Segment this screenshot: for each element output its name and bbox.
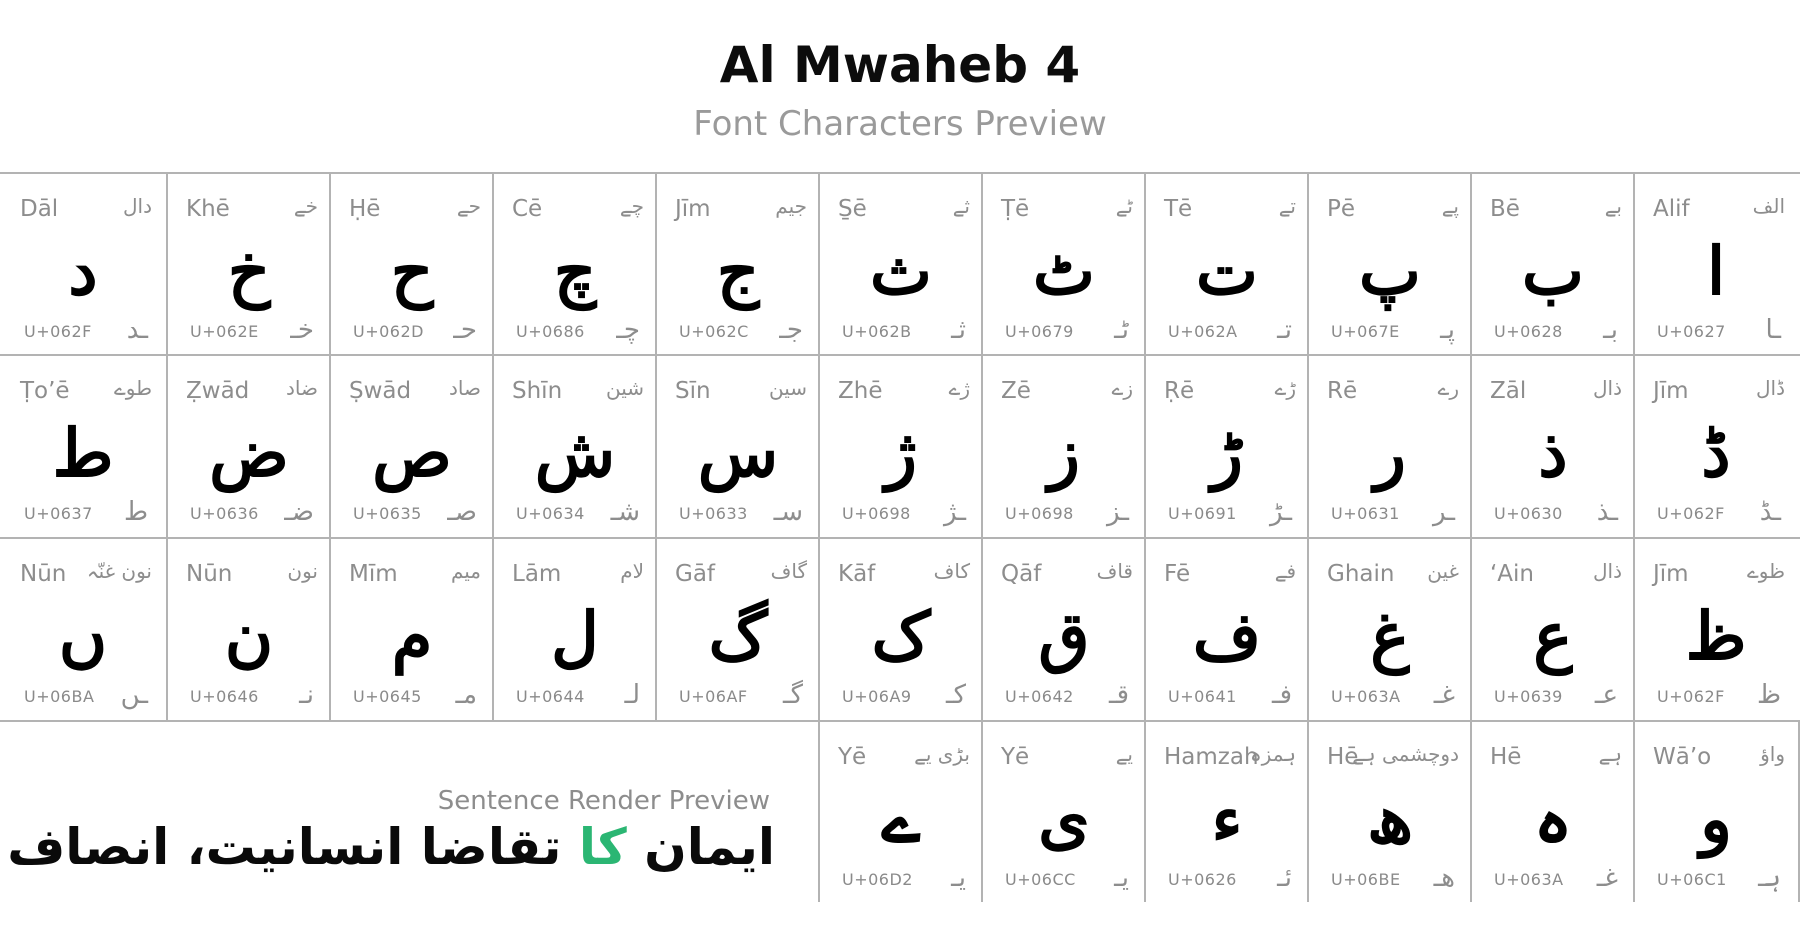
char-isolated-form: ضـ <box>284 497 314 527</box>
char-isolated-form: غـ <box>1596 863 1618 893</box>
char-urdu-name: لام <box>620 559 644 583</box>
char-glyph: ا <box>1706 232 1726 310</box>
char-urdu-name: ہمزہ <box>1249 742 1296 766</box>
char-isolated-form: یـ <box>1114 863 1129 893</box>
char-isolated-form: عـ <box>1594 680 1618 710</box>
char-unicode: U+06CC <box>1005 870 1076 889</box>
char-urdu-name: غین <box>1427 559 1459 583</box>
char-glyph: ض <box>209 414 289 492</box>
character-cell <box>1146 722 1308 903</box>
char-isolated-form: ـں <box>120 680 148 710</box>
sentence-word: انصاف <box>7 818 170 876</box>
character-cell <box>494 356 656 537</box>
char-glyph: ل <box>551 597 599 675</box>
character-cell <box>168 539 330 720</box>
char-isolated-form: ط <box>123 497 148 527</box>
char-urdu-name: گاف <box>770 559 807 583</box>
char-latin-name: S̱ē <box>838 196 867 222</box>
char-urdu-name: جیم <box>775 194 807 218</box>
character-cell <box>1635 539 1797 720</box>
character-cell <box>1146 539 1308 720</box>
char-isolated-form: ظ <box>1756 680 1781 710</box>
character-cell <box>1635 356 1797 537</box>
char-latin-name: Qāf <box>1001 561 1042 587</box>
character-cell <box>983 356 1145 537</box>
char-unicode: U+06BE <box>1331 870 1401 889</box>
character-cell <box>1472 356 1634 537</box>
char-latin-name: Rē <box>1327 378 1358 404</box>
char-isolated-form: ـڑ <box>1270 497 1292 527</box>
character-cell <box>168 174 330 355</box>
char-latin-name: Cē <box>512 196 543 222</box>
char-unicode: U+067E <box>1331 322 1400 341</box>
char-glyph: گ <box>708 597 768 675</box>
char-unicode: U+0633 <box>679 504 748 523</box>
char-glyph: ن <box>224 597 274 675</box>
char-glyph: پ <box>1358 232 1422 310</box>
character-cell <box>1472 539 1634 720</box>
char-glyph: ے <box>881 780 921 858</box>
char-latin-name: Ṭē <box>1001 196 1030 222</box>
char-urdu-name: واؤ <box>1760 742 1785 766</box>
char-unicode: U+0630 <box>1494 504 1563 523</box>
char-unicode: U+0691 <box>1168 504 1237 523</box>
character-cell <box>168 356 330 537</box>
page-subtitle: Font Characters Preview <box>693 104 1107 144</box>
char-latin-name: Ṭo’ē <box>20 378 70 404</box>
char-urdu-name: میم <box>450 559 481 583</box>
character-cell <box>983 722 1145 903</box>
char-urdu-name: ڑے <box>1274 376 1296 400</box>
char-latin-name: Fē <box>1164 561 1191 587</box>
char-urdu-name: دال <box>123 194 152 218</box>
character-cell <box>1309 539 1471 720</box>
char-latin-name: Ṣwād <box>349 378 412 404</box>
character-cell <box>2 356 164 537</box>
char-isolated-form: حـ <box>453 315 477 345</box>
char-unicode: U+062F <box>1657 504 1725 523</box>
character-cell <box>1146 356 1308 537</box>
char-glyph: ق <box>1038 597 1090 675</box>
char-urdu-name: الف <box>1752 194 1785 218</box>
char-latin-name: Alif <box>1653 196 1690 222</box>
char-unicode: U+06AF <box>679 687 748 706</box>
char-glyph: ذ <box>1538 414 1568 492</box>
character-cell <box>494 174 656 355</box>
character-cell <box>2 539 164 720</box>
char-glyph: ژ <box>885 414 917 492</box>
character-cell <box>1472 722 1634 903</box>
character-cell <box>494 539 656 720</box>
char-urdu-name: خے <box>293 194 318 218</box>
char-glyph: م <box>391 597 433 675</box>
char-glyph: ص <box>372 414 452 492</box>
char-glyph: چ <box>553 232 597 310</box>
char-isolated-form: خـ <box>290 315 314 345</box>
char-latin-name: Nūn <box>186 561 233 587</box>
char-latin-name: Bē <box>1490 196 1520 222</box>
sentence-word: انسانیت، <box>186 818 404 876</box>
char-isolated-form: فـ <box>1271 680 1292 710</box>
char-isolated-form: ھـ <box>1433 863 1455 893</box>
character-cell <box>1635 174 1797 355</box>
char-unicode: U+0636 <box>190 504 259 523</box>
char-glyph: ہ <box>1533 780 1573 858</box>
char-isolated-form: ـذ <box>1596 497 1618 527</box>
char-urdu-name: کاف <box>933 559 970 583</box>
char-unicode: U+0679 <box>1005 322 1074 341</box>
char-latin-name: Ṛē <box>1164 378 1195 404</box>
char-urdu-name: ضاد <box>286 376 318 400</box>
char-urdu-name: شین <box>605 376 644 400</box>
char-urdu-name: ژے <box>948 376 970 400</box>
char-latin-name: ‘Ain <box>1490 561 1535 587</box>
char-isolated-form: قـ <box>1108 680 1129 710</box>
character-cell <box>331 539 493 720</box>
char-unicode: U+063A <box>1331 687 1401 706</box>
char-glyph: ط <box>52 414 114 492</box>
char-latin-name: Pē <box>1327 196 1356 222</box>
char-unicode: U+0644 <box>516 687 585 706</box>
char-urdu-name: بے <box>1604 194 1622 218</box>
char-unicode: U+0698 <box>842 504 911 523</box>
char-urdu-name: قاف <box>1096 559 1133 583</box>
char-latin-name: Kāf <box>838 561 876 587</box>
char-unicode: U+06D2 <box>842 870 913 889</box>
char-latin-name: Zāl <box>1490 378 1527 404</box>
char-glyph: خ <box>227 232 271 310</box>
char-isolated-form: ئـ <box>1277 863 1292 893</box>
char-glyph: ح <box>390 232 434 310</box>
char-isolated-form: ـر <box>1433 497 1455 527</box>
char-urdu-name: ظوے <box>1747 559 1785 583</box>
character-cell <box>657 356 819 537</box>
char-glyph: ھ <box>1366 780 1414 858</box>
char-unicode: U+0646 <box>190 687 259 706</box>
char-isolated-form: جـ <box>779 315 803 345</box>
char-latin-name: Ẓwād <box>186 378 250 404</box>
char-isolated-form: تـ <box>1277 315 1292 345</box>
character-cell <box>657 539 819 720</box>
char-glyph: ت <box>1195 232 1259 310</box>
char-latin-name: Nūn <box>20 561 67 587</box>
char-glyph: ث <box>869 232 933 310</box>
char-isolated-form: چـ <box>616 315 640 345</box>
char-unicode: U+0641 <box>1168 687 1237 706</box>
char-glyph: ز <box>1048 414 1080 492</box>
char-unicode: U+0634 <box>516 504 585 523</box>
char-latin-name: Zhē <box>838 378 883 404</box>
character-cell <box>820 539 982 720</box>
char-glyph: ی <box>1038 780 1090 858</box>
char-isolated-form: مـ <box>455 680 477 710</box>
char-glyph: ش <box>534 414 616 492</box>
char-isolated-form: ـد <box>126 315 148 345</box>
char-unicode: U+0631 <box>1331 504 1400 523</box>
char-urdu-name: تے <box>1278 194 1296 218</box>
char-unicode: U+06BA <box>24 687 95 706</box>
sentence-word: کا <box>578 818 627 876</box>
char-isolated-form: ٹـ <box>1114 315 1129 345</box>
character-cell <box>983 174 1145 355</box>
character-cell <box>820 174 982 355</box>
char-glyph: ڈ <box>1701 414 1731 492</box>
char-latin-name: Hē <box>1327 744 1359 770</box>
character-cell <box>820 356 982 537</box>
character-cell <box>1635 722 1797 903</box>
char-urdu-name: زے <box>1111 376 1133 400</box>
char-unicode: U+06A9 <box>842 687 912 706</box>
char-urdu-name: رے <box>1437 376 1459 400</box>
char-isolated-form: ہـ <box>1758 863 1781 893</box>
char-urdu-name: ڈال <box>1756 376 1785 400</box>
character-cell <box>331 356 493 537</box>
char-glyph: ک <box>871 597 931 675</box>
char-latin-name: Gāf <box>675 561 716 587</box>
char-unicode: U+0635 <box>353 504 422 523</box>
char-urdu-name: ذال <box>1593 559 1622 583</box>
char-urdu-name: ذال <box>1593 376 1622 400</box>
char-unicode: U+0698 <box>1005 504 1074 523</box>
char-latin-name: Mīm <box>349 561 398 587</box>
char-isolated-form: پـ <box>1440 315 1455 345</box>
char-isolated-form: لـ <box>624 680 640 710</box>
char-latin-name: Wā’o <box>1653 744 1712 770</box>
char-glyph: س <box>697 414 779 492</box>
char-glyph: د <box>68 232 98 310</box>
char-unicode: U+0626 <box>1168 870 1237 889</box>
char-isolated-form: شـ <box>610 497 640 527</box>
char-urdu-name: پے <box>1441 194 1459 218</box>
char-glyph: و <box>1700 780 1732 858</box>
char-glyph: ب <box>1521 232 1585 310</box>
character-cell <box>1309 722 1471 903</box>
char-urdu-name: ٹے <box>1115 194 1133 218</box>
char-isolated-form: ـز <box>1107 497 1129 527</box>
char-isolated-form: گـ <box>783 680 803 710</box>
char-urdu-name: طوے <box>114 376 152 400</box>
char-isolated-form: صـ <box>447 497 477 527</box>
char-latin-name: Lām <box>512 561 562 587</box>
char-latin-name: Jīm <box>1653 378 1689 404</box>
char-latin-name: Ḥē <box>349 196 381 222</box>
page-title: Al Mwaheb 4 <box>719 36 1081 94</box>
char-latin-name: Sīn <box>675 378 711 404</box>
char-glyph: ظ <box>1685 597 1747 675</box>
char-latin-name: Yē <box>1001 744 1030 770</box>
char-isolated-form: سـ <box>773 497 803 527</box>
char-unicode: U+062F <box>24 322 92 341</box>
char-glyph: غ <box>1370 597 1410 675</box>
character-cell <box>983 539 1145 720</box>
char-unicode: U+063A <box>1494 870 1564 889</box>
char-urdu-name: سین <box>768 376 807 400</box>
char-glyph: ج <box>716 232 760 310</box>
char-isolated-form: ـژ <box>944 497 966 527</box>
char-unicode: U+0686 <box>516 322 585 341</box>
char-urdu-name: یے <box>1115 742 1133 766</box>
char-latin-name: Yē <box>838 744 867 770</box>
char-unicode: U+0627 <box>1657 322 1726 341</box>
char-latin-name: Dāl <box>20 196 59 222</box>
character-cell <box>1146 174 1308 355</box>
character-cell <box>657 174 819 355</box>
char-isolated-form: ـڈ <box>1759 497 1781 527</box>
char-isolated-form: نـ <box>299 680 314 710</box>
char-latin-name: Hamzah <box>1164 744 1259 770</box>
char-unicode: U+062F <box>1657 687 1725 706</box>
char-unicode: U+062E <box>190 322 259 341</box>
character-cell <box>1472 174 1634 355</box>
char-glyph: ء <box>1211 780 1243 858</box>
char-latin-name: Tē <box>1164 196 1193 222</box>
char-unicode: U+06C1 <box>1657 870 1727 889</box>
char-unicode: U+0642 <box>1005 687 1074 706</box>
char-urdu-name: فے <box>1274 559 1296 583</box>
char-isolated-form: ثـ <box>951 315 966 345</box>
char-latin-name: Hē <box>1490 744 1522 770</box>
char-urdu-name: ثے <box>952 194 970 218</box>
character-cell <box>1309 174 1471 355</box>
char-isolated-form: کـ <box>946 680 966 710</box>
char-urdu-name: نون <box>287 559 318 583</box>
char-latin-name: Ghain <box>1327 561 1395 587</box>
char-unicode: U+062C <box>679 322 749 341</box>
char-unicode: U+062D <box>353 322 424 341</box>
char-urdu-name: چے <box>619 194 644 218</box>
character-cell <box>1309 356 1471 537</box>
char-urdu-name: ہے <box>1598 742 1622 766</box>
char-urdu-name: بڑی یے <box>914 742 970 766</box>
char-unicode: U+062A <box>1168 322 1238 341</box>
char-unicode: U+062B <box>842 322 912 341</box>
char-unicode: U+0637 <box>24 504 93 523</box>
char-urdu-name: صاد <box>449 376 481 400</box>
char-latin-name: Zē <box>1001 378 1031 404</box>
char-latin-name: Jīm <box>675 196 711 222</box>
char-unicode: U+0645 <box>353 687 422 706</box>
char-latin-name: Shīn <box>512 378 563 404</box>
char-urdu-name: حے <box>456 194 481 218</box>
char-glyph: ڑ <box>1211 414 1243 492</box>
sentence-word: ایمان <box>644 818 775 876</box>
char-isolated-form: بـ <box>1603 315 1618 345</box>
sentence-word: تقاضا <box>420 818 562 876</box>
char-unicode: U+0628 <box>1494 322 1563 341</box>
char-glyph: ع <box>1533 597 1573 675</box>
char-glyph: ں <box>58 597 108 675</box>
char-latin-name: Khē <box>186 196 230 222</box>
character-cell <box>2 174 164 355</box>
character-cell <box>820 722 982 903</box>
char-unicode: U+0639 <box>1494 687 1563 706</box>
char-urdu-name: دوچشمی ہے <box>1352 742 1459 766</box>
sentence-render-label: Sentence Render Preview <box>437 786 770 816</box>
char-latin-name: Jīm <box>1653 561 1689 587</box>
character-cell <box>331 174 493 355</box>
char-isolated-form: غـ <box>1433 680 1455 710</box>
sentence-render-preview <box>7 818 775 876</box>
char-isolated-form: یـ <box>951 863 966 893</box>
char-glyph: ر <box>1374 414 1406 492</box>
char-urdu-name: نون غنّہ <box>86 559 152 583</box>
char-glyph: ف <box>1192 597 1262 675</box>
char-isolated-form: ـا <box>1765 315 1781 345</box>
char-glyph: ٹ <box>1032 232 1096 310</box>
